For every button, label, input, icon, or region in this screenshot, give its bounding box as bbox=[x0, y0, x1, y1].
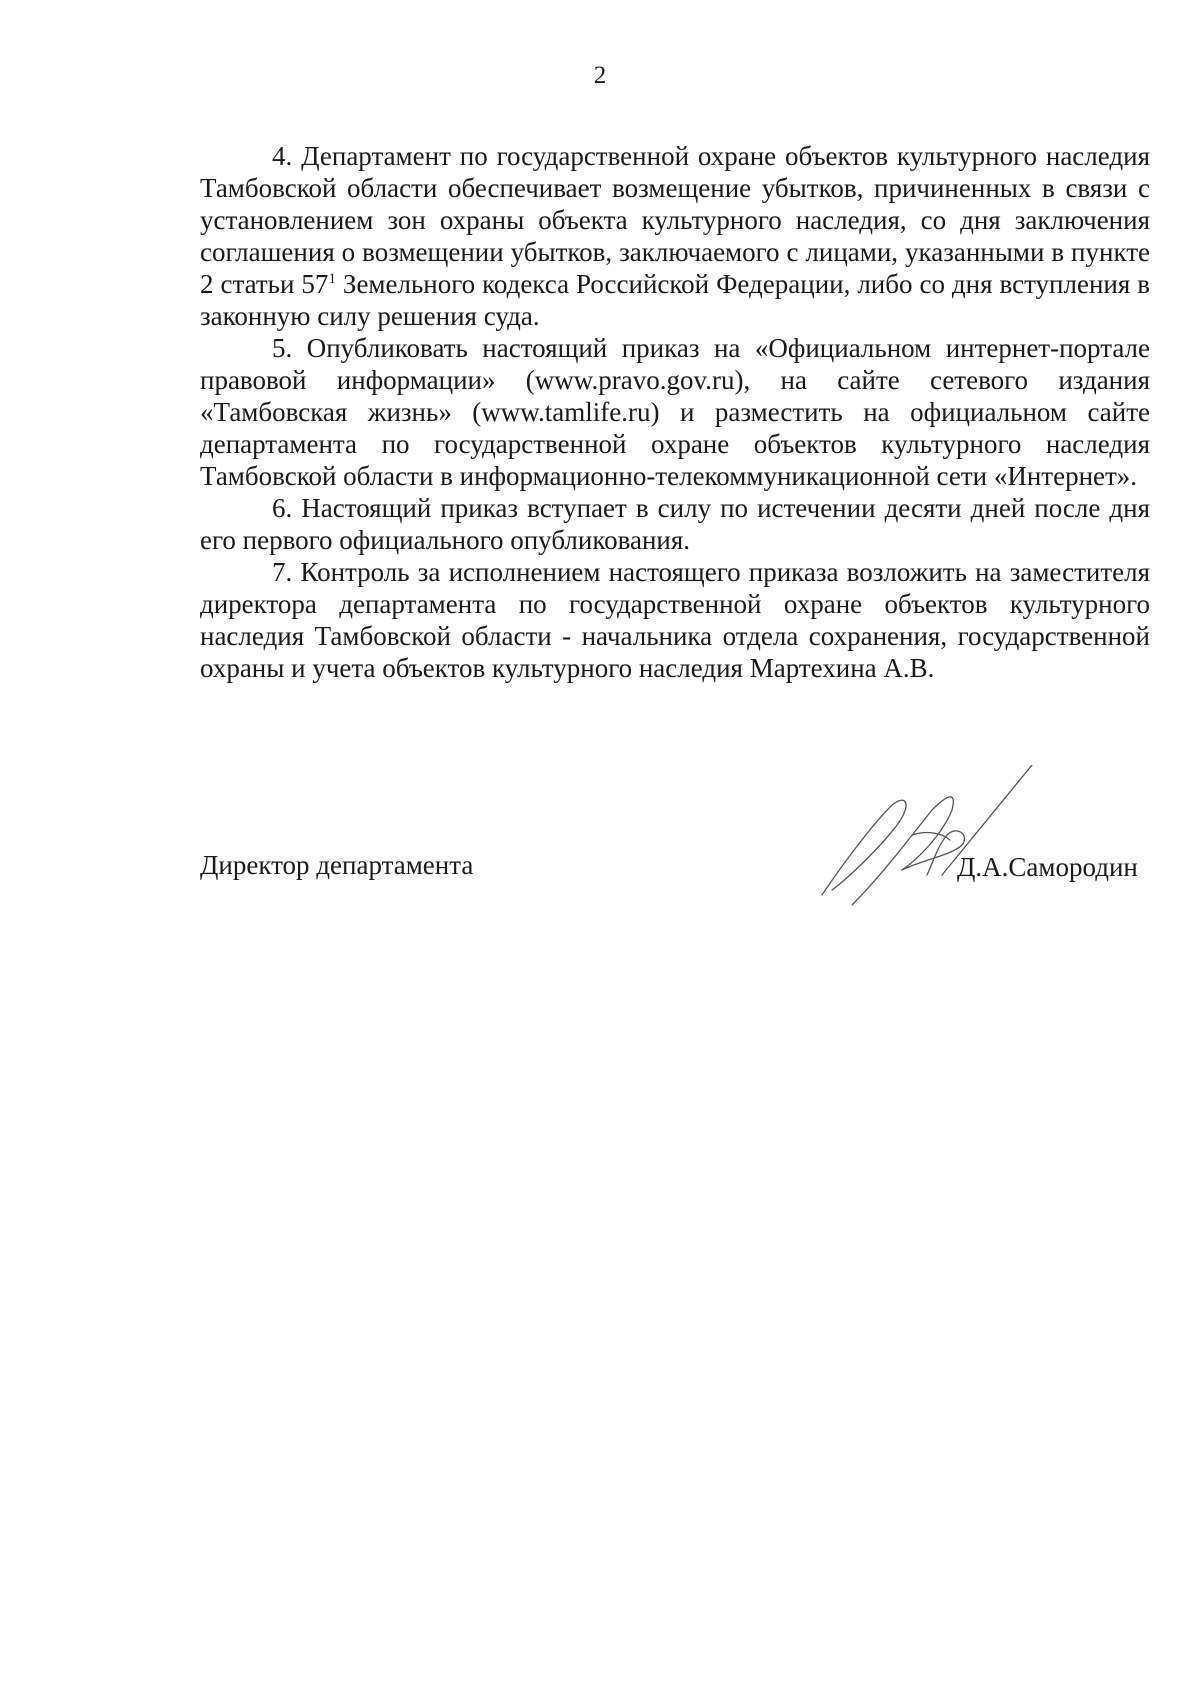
signer-name: Д.А.Самородин bbox=[957, 852, 1138, 882]
page-number: 2 bbox=[593, 62, 607, 89]
paragraph-4-text: 4. Департамент по государственной охране объектов культурного наследия Тамбовской области обеспечивает возмещение убытков, причиненных в связи с установлением зон охраны объекта культурного наследия, со дня заключения соглашения о возмещении убытков, заключаемого с лицами, указанными в пункте 2 статьи 57 bbox=[200, 141, 1150, 299]
paragraph-4 bbox=[200, 140, 1150, 332]
paragraph-4-text-continued: Земельного кодекса Российской Федерации, либо со дня вступления в законную силу решения суда. bbox=[200, 269, 1150, 331]
signatory-position: Директор департамента bbox=[200, 850, 474, 880]
paragraph-7: 7. Контроль за исполнением настоящего приказа возложить на заместителя директора департамента по государственной охране объектов культурного наследия Тамбовской области - начальника отдела сохранения, государственной охраны и учета объектов культурного наследия Мартехина А.В. bbox=[200, 557, 1150, 683]
document-body bbox=[200, 140, 1150, 684]
paragraph-6: 6. Настоящий приказ вступает в силу по истечении десяти дней после дня его первого официального опубликования. bbox=[200, 493, 1150, 555]
handwritten-signature bbox=[812, 765, 1042, 915]
paragraph-5: 5. Опубликовать настоящий приказ на «Официальном интернет-портале правовой информации» (www.pravo.gov.ru), на сайте сетевого издания «Тамбовская жизнь» (www.tamlife.ru) и разместить на официальном сайте департамента по государственной охране объектов культурного наследия Тамбовской области в информационно-телекоммуникационной сети «Интернет». bbox=[200, 333, 1150, 491]
article-superscript: 1 bbox=[328, 271, 336, 287]
